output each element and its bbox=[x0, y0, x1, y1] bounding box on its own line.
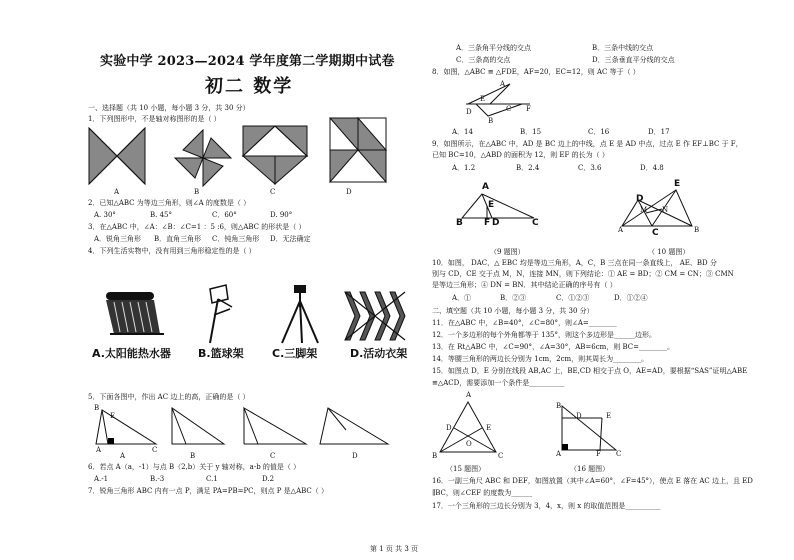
q5-figure-c bbox=[240, 404, 310, 450]
q10-figure bbox=[622, 186, 694, 230]
q1-figure-b bbox=[175, 130, 231, 186]
q8-option-b: B．15 bbox=[520, 128, 542, 136]
q16-point-e: E bbox=[606, 412, 612, 420]
q3-option-c: C．钝角三角形 bbox=[212, 235, 260, 243]
q10-point-b: B bbox=[694, 226, 700, 234]
q6-text: 6．若点 A（a，-1）与点 B（2,b）关于 y 轴对称，a-b 的值是（ ） bbox=[88, 463, 301, 471]
q15-text-line1: 15．如图点 D，E 分别在线段 AB,AC 上，BE,CD 相交于点 O，AE=AD，要根据“SAS”证明△ABE bbox=[432, 367, 748, 375]
q10-text-line1: 10．如图， DAC，△ EBC 均是等边三角形，A，C，B 三点在同一条直线上， AE、BD 分 bbox=[432, 259, 717, 267]
q5-label-b: B bbox=[190, 452, 196, 460]
q10-option-d: D．①②④ bbox=[614, 294, 648, 302]
q16-point-a: A bbox=[556, 450, 562, 458]
q1-text: 1．下列图形中，不是轴对称图形的是（ ） bbox=[88, 115, 221, 123]
q14-text: 14．等腰三角形的两边长分别为 1cm，2cm，则其周长为________。 bbox=[432, 355, 649, 363]
q9-point-b: B bbox=[456, 218, 463, 228]
q5-text: 5．下面各图中，作出 AC 边上的高，正确的是（ ） bbox=[88, 393, 250, 401]
q9-option-b: B．2.4 bbox=[516, 164, 540, 172]
q9-figure bbox=[462, 192, 538, 226]
q10-point-e: E bbox=[674, 179, 681, 189]
q1-figure-d bbox=[330, 118, 386, 182]
q15-point-c: C bbox=[498, 452, 504, 460]
q3-option-b: B．直角三角形 bbox=[154, 235, 202, 243]
q10-point-d: D bbox=[636, 194, 644, 204]
solar-water-heater-icon bbox=[100, 290, 164, 338]
subject-title: 初二 数学 bbox=[205, 76, 294, 97]
folding-rack-icon bbox=[345, 292, 405, 340]
fig9-caption: （9 题图） bbox=[490, 248, 525, 256]
q3-option-a: A．锐角三角形 bbox=[94, 235, 142, 243]
q2-option-d: D. 90° bbox=[270, 211, 293, 219]
q4-caption-c: C.三脚架 bbox=[272, 347, 318, 360]
q3-text: 3．在△ABC 中，∠A：∠B：∠C=1 ：5 :6，则△ABC 的形状是（ ） bbox=[88, 223, 306, 231]
q8-option-c: C．16 bbox=[588, 128, 610, 136]
q6-option-b: B.-3 bbox=[150, 475, 165, 483]
q4-text: 4．下列生活实物中，没有用到三角形稳定性的是（ ） bbox=[88, 247, 256, 255]
q1-label-c: C bbox=[270, 188, 276, 196]
q8-figure bbox=[462, 80, 534, 120]
q1-label-b: B bbox=[194, 188, 200, 196]
q15-point-d: D bbox=[446, 424, 452, 432]
q10-point-m: M bbox=[640, 206, 648, 214]
q12-text: 12．一个多边形的每个外角都等于 135°，则这个多边形是______边形。 bbox=[432, 331, 656, 339]
tripod-icon bbox=[278, 285, 322, 345]
q10-text-line2: 别与 CD，CE 交于点 M，N，连接 MN，则下列结论：① AE = BD；② CM = CN；③ CMN bbox=[432, 270, 734, 278]
q5-point-e: E bbox=[110, 412, 116, 420]
q5-label-a: A bbox=[120, 452, 126, 460]
q2-text: 2．已知△ABC 为等边三角形，则∠A 的度数是（ ） bbox=[88, 199, 251, 207]
q7-option-b: B．三条中线的交点 bbox=[592, 44, 654, 52]
q16-point-c: C bbox=[616, 450, 622, 458]
q10-point-a: A bbox=[618, 226, 624, 234]
q10-text-line3: 是等边三角形；④ DN = BN．其中结论正确的序号有（ ） bbox=[432, 281, 617, 289]
q8-point-d: D bbox=[466, 108, 472, 116]
q7-option-d: D．三条垂直平分线的交点 bbox=[592, 56, 675, 64]
q7-text: 7．锐角三角形 ABC 内有一点 P，满足 PA=PB=PC，则点 P 是△ABC（ ） bbox=[88, 487, 328, 495]
q10-option-b: B．②③ bbox=[500, 294, 527, 302]
q5-point-b: B bbox=[94, 404, 100, 412]
q9-text-line2: 已知 BC=10，△ABD 的面积为 12，则 EF 的长为（ ） bbox=[432, 151, 609, 159]
q1-figure-c bbox=[243, 126, 307, 184]
q10-point-n: N bbox=[662, 206, 669, 214]
q6-option-c: C.1 bbox=[206, 475, 218, 483]
q1-label-a: A bbox=[114, 188, 120, 196]
q8-point-e: E bbox=[480, 95, 486, 103]
q9-option-a: A．1.2 bbox=[452, 164, 476, 172]
q7-option-c: C．三条高的交点 bbox=[456, 56, 511, 64]
q1-figure-a bbox=[89, 128, 145, 184]
q5-figure-b bbox=[168, 404, 228, 450]
q8-point-a: A bbox=[500, 80, 506, 88]
q8-option-a: A．14 bbox=[452, 128, 473, 136]
basketball-hoop-icon bbox=[200, 285, 240, 345]
q9-point-c: C bbox=[532, 218, 539, 228]
q9-option-c: C．3.6 bbox=[578, 164, 602, 172]
q16-point-d: D bbox=[576, 412, 582, 420]
q3-option-d: D．无法确定 bbox=[270, 235, 311, 243]
q8-text: 8．如图，△ABC ≌ △FDE，AF=20，EC=12，则 AC 等于（ ） bbox=[432, 68, 640, 76]
q16-point-f: F bbox=[596, 450, 601, 458]
q5-label-d: D bbox=[352, 452, 358, 460]
q8-point-b: B bbox=[488, 117, 494, 125]
q8-option-d: D．17 bbox=[648, 128, 670, 136]
q17-text: 17．一个三角形的三边长分别为 3，4，x，则 x 的取值范围是__________ bbox=[432, 502, 661, 510]
fig16-caption: （16 题图） bbox=[570, 465, 610, 473]
q15-point-a: A bbox=[466, 391, 472, 399]
q1-label-d: D bbox=[346, 188, 352, 196]
q9-point-a: A bbox=[482, 182, 489, 192]
q10-option-c: C．①②③ bbox=[556, 294, 590, 302]
section1-heading: 一、选择题（共 10 小题，每小题 3 分，共 30 分） bbox=[88, 104, 250, 112]
q15-point-o: O bbox=[466, 440, 472, 448]
q10-point-c: C bbox=[652, 228, 659, 238]
q2-option-c: C．60° bbox=[212, 211, 237, 219]
q10-option-a: A．① bbox=[452, 294, 472, 302]
q15-point-b: B bbox=[432, 452, 438, 460]
q5-point-c: C bbox=[152, 446, 158, 454]
q7-option-a: A．三条角平分线的交点 bbox=[456, 44, 532, 52]
q13-text: 13．在 Rt△ABC 中，∠C=90°，∠A=30°，AB=6cm，则 BC=________。 bbox=[432, 343, 674, 351]
q9-option-d: D．4.8 bbox=[640, 164, 664, 172]
q4-caption-a: A.太阳能热水器 bbox=[92, 347, 171, 360]
q9-point-e: E bbox=[488, 200, 495, 210]
q2-option-a: A. 30° bbox=[94, 211, 116, 219]
fig15-caption: （15 题图） bbox=[446, 465, 486, 473]
q4-caption-d: D.活动衣架 bbox=[350, 347, 408, 360]
q9-point-d: D bbox=[492, 218, 500, 228]
fig10-caption: （ 10 题图） bbox=[648, 248, 690, 256]
q6-option-a: A.-1 bbox=[94, 475, 109, 483]
page-footer: 第 1 页 共 3 页 bbox=[370, 545, 419, 553]
q8-point-c: C bbox=[506, 105, 512, 113]
q9-point-f: F bbox=[484, 218, 491, 228]
q15-text-line2: ≌△ACD，需要添加一个条件是__________ bbox=[432, 379, 565, 387]
q5-figure-d bbox=[318, 404, 392, 450]
q5-label-c: C bbox=[270, 452, 276, 460]
exam-title: 实验中学 2023—2024 学年度第二学期期中试卷 bbox=[100, 54, 395, 69]
q4-caption-b: B.篮球架 bbox=[198, 347, 244, 360]
q15-point-e: E bbox=[486, 424, 492, 432]
q16-text-line2: ∥BC，则∠CEF 的度数为______ bbox=[432, 489, 533, 497]
q8-point-f: F bbox=[526, 105, 531, 113]
q5-figure-a bbox=[94, 404, 160, 450]
q5-point-a: A bbox=[96, 446, 102, 454]
q9-text-line1: 9．如图所示，在△ABC 中，AD 是 BC 边上的中线，点 E 是 AD 中点，过点 E 作 EF⊥BC 于 F， bbox=[432, 140, 743, 148]
q6-option-d: D.2 bbox=[262, 475, 275, 483]
q16-point-b: B bbox=[556, 402, 562, 410]
section2-heading: 二、填空题（共 10 小题，每小题 3 分，共 30 分） bbox=[432, 307, 594, 315]
q11-text: 11．在△ABC 中，∠B=40°，∠C=80°，则∠A=________ bbox=[432, 319, 617, 327]
q2-option-b: B. 45° bbox=[150, 211, 173, 219]
q16-text-line1: 16．一副三角尺 ABC 和 DEF，如图放置（其中∠A=60°，∠F=45°），使点 E 落在 AC 边上，且 ED bbox=[432, 477, 753, 485]
